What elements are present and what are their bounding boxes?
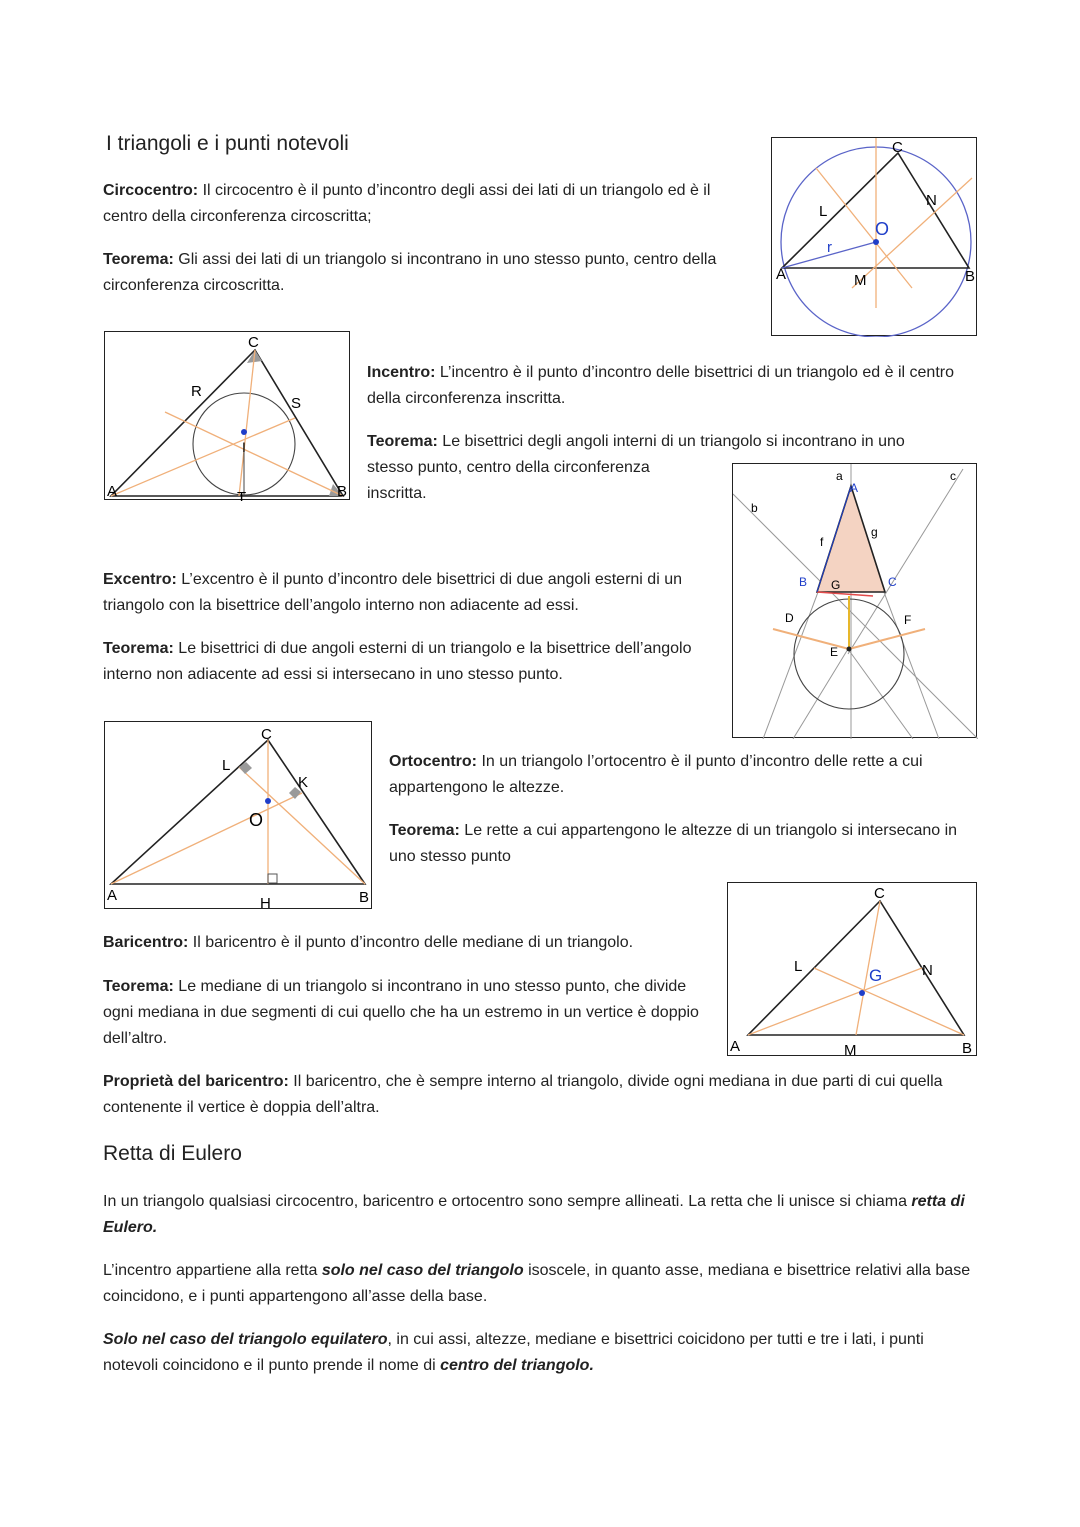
circocentro-theorem [103, 247, 763, 299]
baricentro-property-text: Il baricentro, che è sempre interno al triangolo, divide ogni mediana in due parti di cui quella contenente il vertice è doppia dell’altra. [103, 1073, 943, 1116]
incentro-figure [104, 331, 350, 500]
excentro-term: Excentro: [103, 571, 177, 588]
label-M: M [854, 272, 867, 289]
label-B: B [359, 889, 370, 906]
excentro-def: L’excentro è il punto d’incontro dele bisettrici di due angoli esterni di un triangolo con la bisettrice dell’angolo interno non adiacente ad essi. [103, 571, 682, 614]
label-C: C [248, 334, 259, 351]
label-C: C [888, 575, 897, 589]
label-r: r [827, 239, 832, 256]
incentro-theorem-line3: inscritta. [367, 485, 427, 502]
label-A: A [730, 1038, 741, 1055]
eulero-p2-text-a: L’incentro appartiene alla retta [103, 1262, 322, 1279]
label-H: H [260, 895, 271, 910]
label-L: L [819, 203, 828, 220]
label-A: A [850, 481, 859, 495]
label-A: A [107, 483, 118, 500]
circocentro-definition [103, 178, 753, 230]
excentro-definition [103, 567, 718, 619]
label-B: B [965, 268, 976, 285]
label-F: F [904, 613, 912, 627]
eulero-p3-emphasis-2: centro del triangolo. [440, 1357, 594, 1374]
theorem-label: Teorema: [389, 822, 460, 839]
eulero-paragraph-1 [103, 1189, 973, 1241]
excentro-theorem-text: Le bisettrici di due angoli esterni di un triangolo e la bisettrice dell’angolo interno non adiacente ad essi si intersecano in uno stesso punto. [103, 640, 692, 683]
property-label: Proprietà del baricentro: [103, 1073, 289, 1090]
label-G: G [831, 578, 841, 592]
circocentro-theorem-text: Gli assi dei lati di un triangolo si incontrano in uno stesso punto, centro della circonferenza circoscritta. [103, 251, 717, 294]
label-T: T [237, 489, 247, 501]
label-B: B [799, 575, 808, 589]
label-O: O [875, 219, 890, 239]
ortocentro-def: In un triangolo l’ortocentro è il punto d’incontro delle rette a cui appartengono le altezze. [389, 753, 923, 796]
excentro-figure [732, 463, 977, 738]
incentro-theorem-line1 [367, 429, 977, 455]
ortocentro-definition [389, 749, 974, 801]
incentro-theorem-text: Le bisettrici degli angoli interni di un triangolo si incontrano in uno [437, 433, 905, 450]
eulero-p3-text: , in cui assi, altezze, mediane e bisettrici coicidono per tutti e tre i lati, i punti notevoli coincidono e il punto prende il nome di [103, 1331, 924, 1374]
ortocentro-term: Ortocentro: [389, 753, 477, 770]
label-L: L [222, 757, 231, 774]
label-C: C [874, 885, 885, 902]
label-G: G [869, 966, 883, 985]
label-I: I [242, 439, 246, 455]
baricentro-figure [727, 882, 977, 1056]
label-B: B [337, 483, 348, 500]
baricentro-property [103, 1069, 983, 1121]
incentro-definition [367, 360, 967, 412]
baricentro-theorem-text: Le mediane di un triangolo si incontrano in uno stesso punto, che divide ogni mediana in due segmenti di cui quello che ha un estremo in un vertice è doppio dell’altro. [103, 978, 699, 1047]
baricentro-definition [103, 930, 713, 956]
label-K: K [298, 774, 309, 791]
label-a: a [836, 469, 843, 483]
ortocentro-theorem [389, 818, 979, 870]
label-A: A [776, 266, 787, 283]
label-A: A [107, 887, 118, 904]
eulero-p2-text-b: isoscele, in quanto asse, mediana e bisettrice relativi alla base coincidono, e i punti appartengono all’asse della base. [103, 1262, 971, 1305]
eulero-p1-text: In un triangolo qualsiasi circocentro, baricentro e ortocentro sono sempre allineati. La retta che li unisce si chiama [103, 1193, 912, 1210]
ortocentro-theorem-text: Le rette a cui appartengono le altezze di un triangolo si intersecano in uno stesso punto [389, 822, 958, 865]
baricentro-theorem [103, 974, 715, 1052]
ortocentro-figure [104, 721, 372, 909]
label-g: g [871, 525, 878, 539]
eulero-paragraph-2 [103, 1258, 973, 1310]
label-S: S [291, 395, 302, 412]
theorem-label: Teorema: [103, 978, 174, 995]
label-O: O [249, 810, 264, 830]
eulero-p1-emphasis: retta di Eulero. [103, 1193, 965, 1236]
label-R: R [191, 383, 202, 400]
label-C: C [261, 726, 272, 743]
eulero-p3-emphasis-1: Solo nel caso del triangolo equilatero [103, 1331, 388, 1348]
label-C: C [892, 139, 903, 156]
incentro-def: L’incentro è il punto d’incontro delle bisettrici di un triangolo ed è il centro della circonferenza inscritta. [367, 364, 954, 407]
incentro-term: Incentro: [367, 364, 436, 381]
label-b: b [751, 501, 758, 515]
excentro-theorem [103, 636, 723, 688]
label-c: c [950, 469, 956, 483]
label-N: N [926, 192, 937, 209]
baricentro-def: Il baricentro è il punto d’incontro delle mediane di un triangolo. [188, 934, 634, 951]
label-B: B [962, 1040, 973, 1057]
circocentro-term: Circocentro: [103, 182, 199, 199]
eulero-paragraph-3 [103, 1327, 973, 1379]
theorem-label: Teorema: [367, 433, 438, 450]
label-f: f [820, 535, 824, 549]
label-L: L [794, 958, 803, 975]
eulero-heading: Retta di Eulero [103, 1142, 242, 1165]
baricentro-term: Baricentro: [103, 934, 189, 951]
incentro-theorem-line2: stesso punto, centro della circonferenza [367, 459, 650, 476]
circocentro-def: Il circocentro è il punto d’incontro degli assi dei lati di un triangolo ed è il centro della circonferenza circoscritta; [103, 182, 711, 225]
label-E: E [830, 645, 839, 659]
circocentro-figure [771, 137, 977, 336]
theorem-label: Teorema: [103, 251, 174, 268]
label-D: D [785, 611, 794, 625]
eulero-p2-emphasis: solo nel caso del triangolo [321, 1262, 524, 1279]
page-title: I triangoli e i punti notevoli [106, 132, 349, 155]
theorem-label: Teorema: [103, 640, 174, 657]
label-M: M [844, 1042, 857, 1057]
label-N: N [922, 962, 933, 979]
